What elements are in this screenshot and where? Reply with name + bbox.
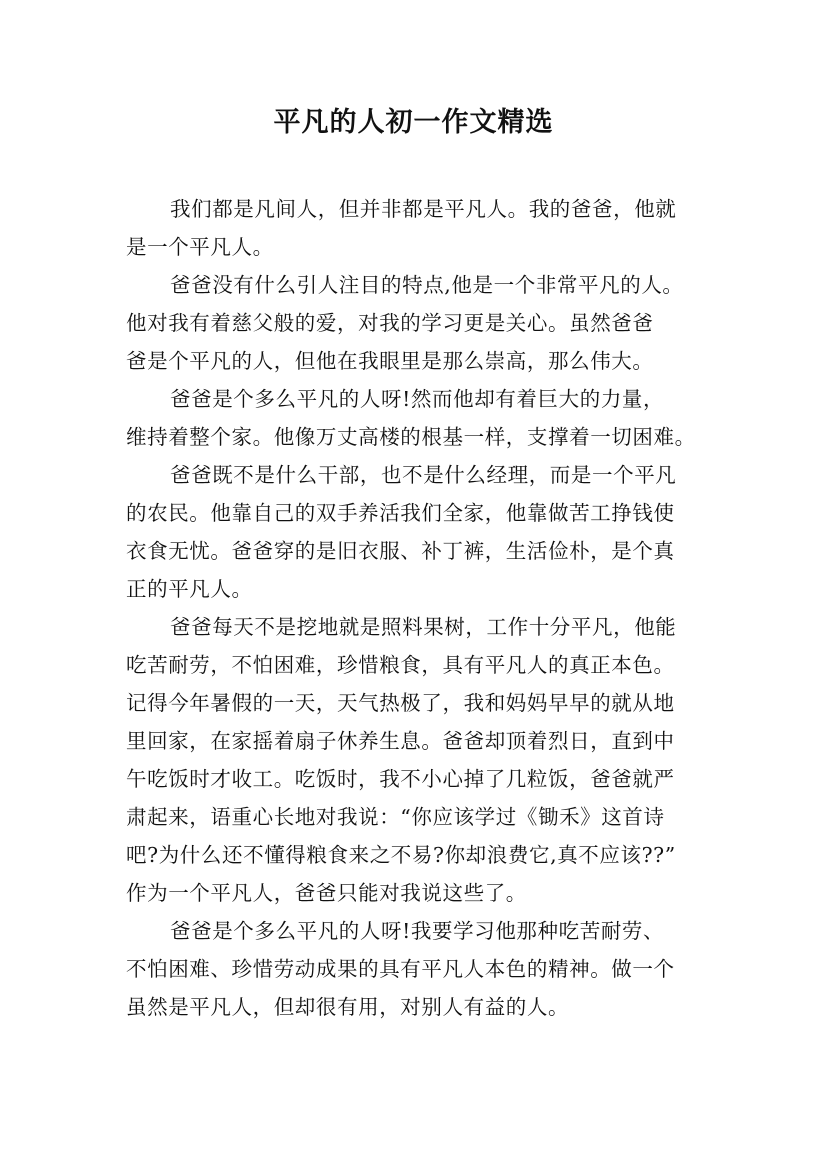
- text-line: 记得今年暑假的一天，天气热极了，我和妈妈早早的就从地: [126, 691, 675, 715]
- text-line: 肃起来，语重心长地对我说：“你应该学过《锄禾》这首诗: [126, 805, 665, 829]
- text-line: 不怕困难、珍惜劳动成果的具有平凡人本色的精神。做一个: [126, 957, 675, 981]
- text-line: 作为一个平凡人，爸爸只能对我说这些了。: [126, 881, 527, 905]
- text-line: 爸爸每天不是挖地就是照料果树，工作十分平凡，他能: [170, 615, 677, 639]
- text-line: 吧?为什么还不懂得粮食来之不易?你却浪费它,真不应该??”: [126, 843, 676, 867]
- text-line: 是一个平凡人。: [126, 235, 274, 259]
- text-line: 爸是个平凡的人，但他在我眼里是那么崇高，那么伟大。: [126, 349, 654, 373]
- text-line: 我们都是凡间人，但并非都是平凡人。我的爸爸，他就: [170, 197, 677, 221]
- text-line: 虽然是平凡人，但却很有用，对别人有益的人。: [126, 995, 570, 1019]
- text-line: 爸爸没有什么引人注目的特点,他是一个非常平凡的人。: [170, 273, 684, 297]
- text-line: 午吃饭时才收工。吃饭时，我不小心掉了几粒饭，爸爸就严: [126, 767, 675, 791]
- document-body: [126, 190, 716, 1026]
- text-line: 正的平凡人。: [126, 577, 253, 601]
- text-line: 爸爸是个多么平凡的人呀!然而他却有着巨大的力量，: [170, 387, 665, 411]
- text-line: 吃苦耐劳，不怕困难，珍惜粮食，具有平凡人的真正本色。: [126, 653, 675, 677]
- text-line: 衣食无忧。爸爸穿的是旧衣服、补丁裤，生活俭朴，是个真: [126, 539, 675, 563]
- text-line: 维持着整个家。他像万丈高楼的根基一样，支撑着一切困难。: [126, 425, 696, 449]
- text-line: 爸爸既不是什么干部，也不是什么经理，而是一个平凡: [170, 463, 677, 487]
- text-line: 里回家，在家摇着扇子休养生息。爸爸却顶着烈日，直到中: [126, 729, 675, 753]
- text-line: 他对我有着慈父般的爱，对我的学习更是关心。虽然爸爸: [126, 311, 654, 335]
- document-title: 平凡的人初一作文精选: [273, 107, 554, 138]
- text-line: 的农民。他靠自己的双手养活我们全家，他靠做苦工挣钱使: [126, 501, 675, 525]
- text-line: 爸爸是个多么平凡的人呀!我要学习他那种吃苦耐劳、: [170, 919, 665, 943]
